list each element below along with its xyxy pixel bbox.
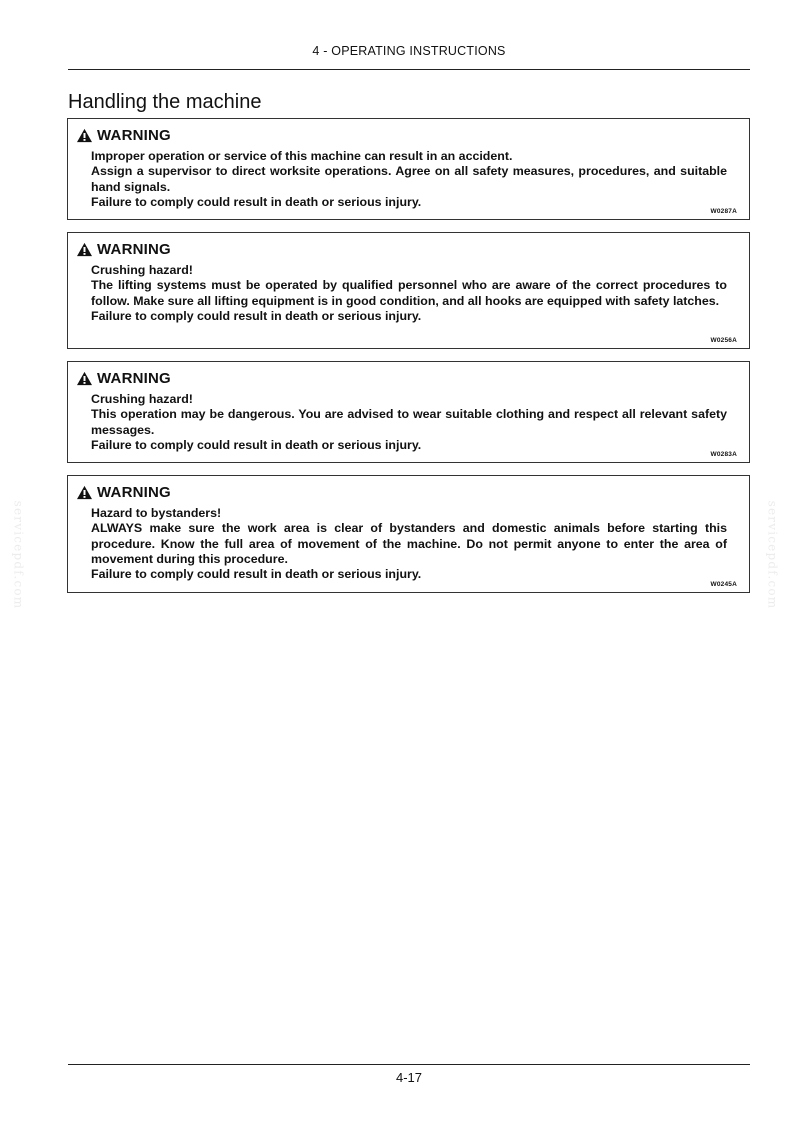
page-number: 4-17 bbox=[395, 1070, 423, 1085]
warning-code: W0287A bbox=[710, 208, 737, 215]
warning-header bbox=[76, 482, 171, 502]
warning-text bbox=[91, 149, 727, 210]
warning-line: Failure to comply could result in death or serious injury. bbox=[91, 567, 422, 582]
warning-text bbox=[91, 506, 727, 582]
warning-line: Crushing hazard! bbox=[91, 392, 193, 406]
warning-triangle-icon bbox=[76, 485, 93, 500]
warning-line: Failure to comply could result in death or serious injury. bbox=[91, 437, 422, 452]
page-header bbox=[68, 42, 750, 70]
warning-line: Failure to comply could result in death or serious injury. bbox=[91, 194, 422, 209]
warning-line: Hazard to bystanders! bbox=[91, 506, 222, 520]
warning-box bbox=[67, 361, 750, 463]
warning-triangle-icon bbox=[76, 242, 93, 257]
warning-code: W0256A bbox=[710, 337, 737, 344]
warning-box bbox=[67, 475, 750, 593]
warning-label: WARNING bbox=[97, 126, 171, 144]
warning-text bbox=[91, 263, 727, 324]
warning-label: WARNING bbox=[97, 483, 171, 501]
warning-header bbox=[76, 368, 171, 388]
warning-header bbox=[76, 125, 171, 145]
warning-line: Crushing hazard! bbox=[91, 263, 193, 277]
warning-line: Failure to comply could result in death or serious injury. bbox=[91, 308, 422, 323]
warning-triangle-icon bbox=[76, 371, 93, 386]
warning-code: W0283A bbox=[710, 451, 737, 458]
warning-box bbox=[67, 118, 750, 220]
warning-box bbox=[67, 232, 750, 349]
warning-triangle-icon bbox=[76, 128, 93, 143]
warning-code: W0245A bbox=[710, 581, 737, 588]
section-title: Handling the machine bbox=[68, 91, 262, 113]
watermark-left: servicepdf.com bbox=[11, 500, 26, 610]
chapter-title: 4 - OPERATING INSTRUCTIONS bbox=[312, 44, 506, 58]
warning-line: ALWAYS make sure the work area is clear of bystanders and domestic animals before starting this procedure. Know the full area of movement of the machine. Do not permit anyone to enter the area of movement during this procedure. bbox=[91, 521, 727, 566]
watermark-right: servicepdf.com bbox=[765, 500, 780, 610]
warning-line: This operation may be dangerous. You are advised to wear suitable clothing and respect all relevant safety messages. bbox=[91, 407, 727, 437]
page-footer bbox=[68, 1064, 750, 1088]
warning-header bbox=[76, 239, 171, 259]
warning-text bbox=[91, 392, 727, 453]
warning-line: Assign a supervisor to direct worksite operations. Agree on all safety measures, procedures, and suitable hand signals. bbox=[91, 164, 727, 194]
warning-line: Improper operation or service of this machine can result in an accident. bbox=[91, 149, 513, 163]
warning-label: WARNING bbox=[97, 240, 171, 258]
warning-label: WARNING bbox=[97, 369, 171, 387]
warning-line: The lifting systems must be operated by qualified personnel who are aware of the correct procedures to follow. Make sure all lifting equipment is in good condition, and all hooks are equipped with safety latches. bbox=[91, 278, 727, 308]
